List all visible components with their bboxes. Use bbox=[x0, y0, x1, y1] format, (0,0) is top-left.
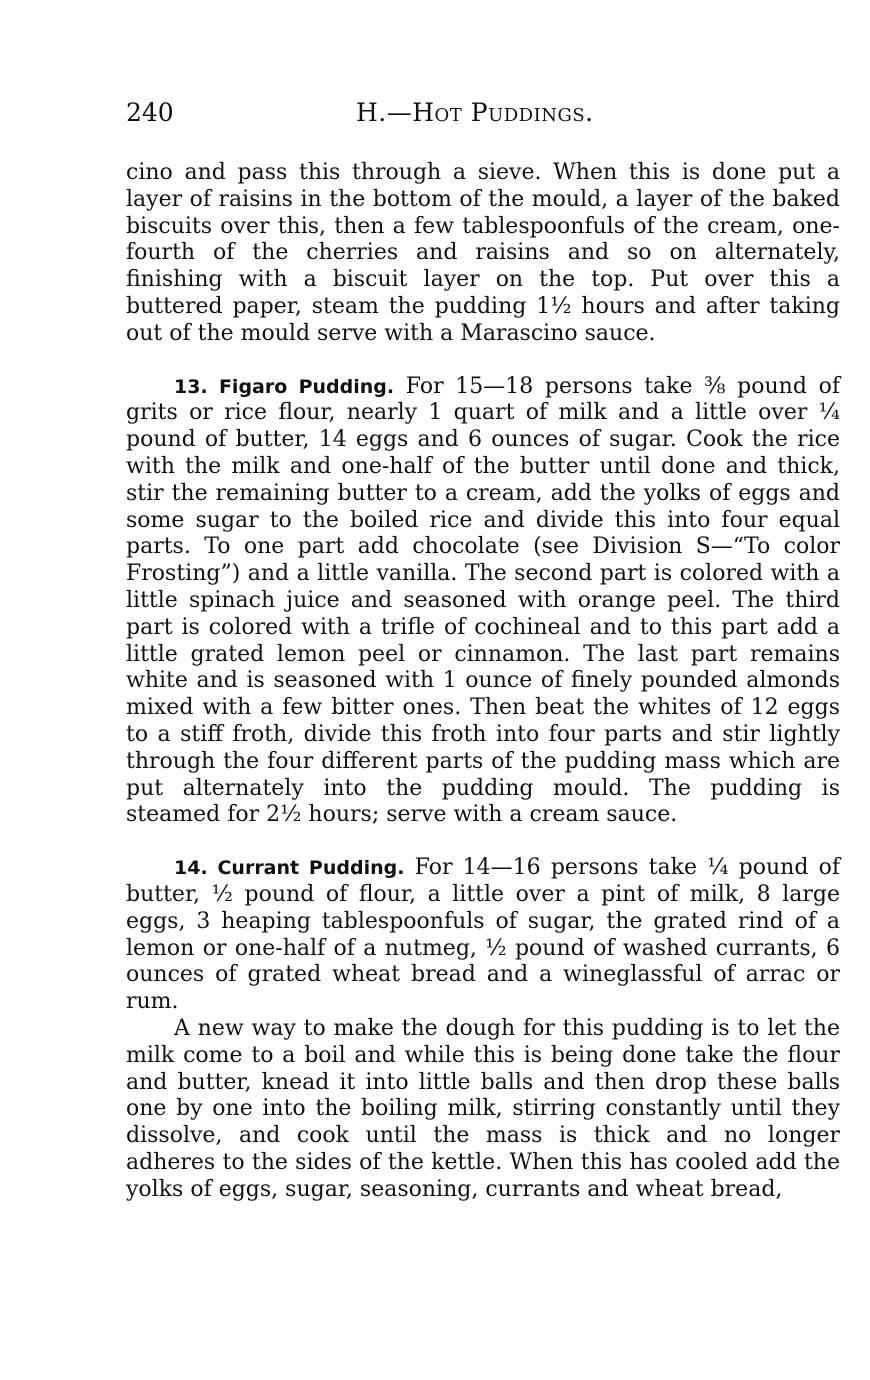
page-number: 240 bbox=[126, 98, 174, 127]
recipe-14-text: For 14—16 persons take ¼ pound of butter, ½ pound of flour, a little over a pint of milk, 8 large eggs, 3 heaping tablespoonfuls of sugar, the grated rind of a lemon or one-half of a nutmeg, ½ pound of washed currants, 6 ounces of grated wheat bread and a wineglassful of arrac or rum. bbox=[126, 855, 841, 1015]
running-head: H.—Hot Puddings. bbox=[356, 98, 594, 127]
recipe-13-paragraph bbox=[126, 374, 840, 830]
recipe-14-heading: 14. Currant Pudding. bbox=[174, 857, 405, 880]
recipe-14-paragraph bbox=[126, 855, 840, 1016]
page-body bbox=[126, 160, 840, 1203]
recipe-13-heading: 13. Figaro Pudding. bbox=[174, 375, 395, 398]
page-header bbox=[126, 98, 840, 138]
recipe-14-method-paragraph: A new way to make the dough for this pudding is to let the milk come to a boil and while this is being done take the flour and butter, knead it into little balls and then drop these balls one by one into the boiling milk, stirring constantly until they dissolve, and cook until the mass is thick and no longer adheres to the sides of the kettle. When this has cooled add the yolks of eggs, sugar, seasoning, currants and wheat bread, bbox=[126, 1015, 840, 1202]
recipe-13-text: For 15—18 persons take ⅜ pound of grits or rice flour, nearly 1 quart of milk and a little over ¼ pound of butter, 14 eggs and 6 ounces of sugar. Cook the rice with the milk and one-half of the butter until done and thick, stir the remaining butter to a cream, add the yolks of eggs and some sugar to the boiled rice and divide this into four equal parts. To one part add chocolate (see Division S—“To color Frosting”) and a little vanilla. The second part is colored with a little spinach juice and seasoned with orange peel. The third part is colored with a trifle of cochineal and to this part add a little grated lemon peel or cinnamon. The last part remains white and is seasoned with 1 ounce of finely pounded almonds mixed with a few bitter ones. Then beat the whites of 12 eggs to a stiff froth, divide this froth into four parts and stir lightly through the four different parts of the pudding mass which are put alternately into the pudding mould. The pudding is steamed for 2½ hours; serve with a cream sauce. bbox=[126, 373, 840, 828]
continuation-paragraph: cino and pass this through a sieve. When this is done put a layer of raisins in the bottom of the mould, a layer of the baked biscuits over this, then a few tablespoonfuls of the cream, one-fourth of the cherries and raisins and so on alternately, finishing with a biscuit layer on the top. Put over this a buttered paper, steam the pudding 1½ hours and after taking out of the mould serve with a Marascino sauce. bbox=[126, 160, 840, 346]
